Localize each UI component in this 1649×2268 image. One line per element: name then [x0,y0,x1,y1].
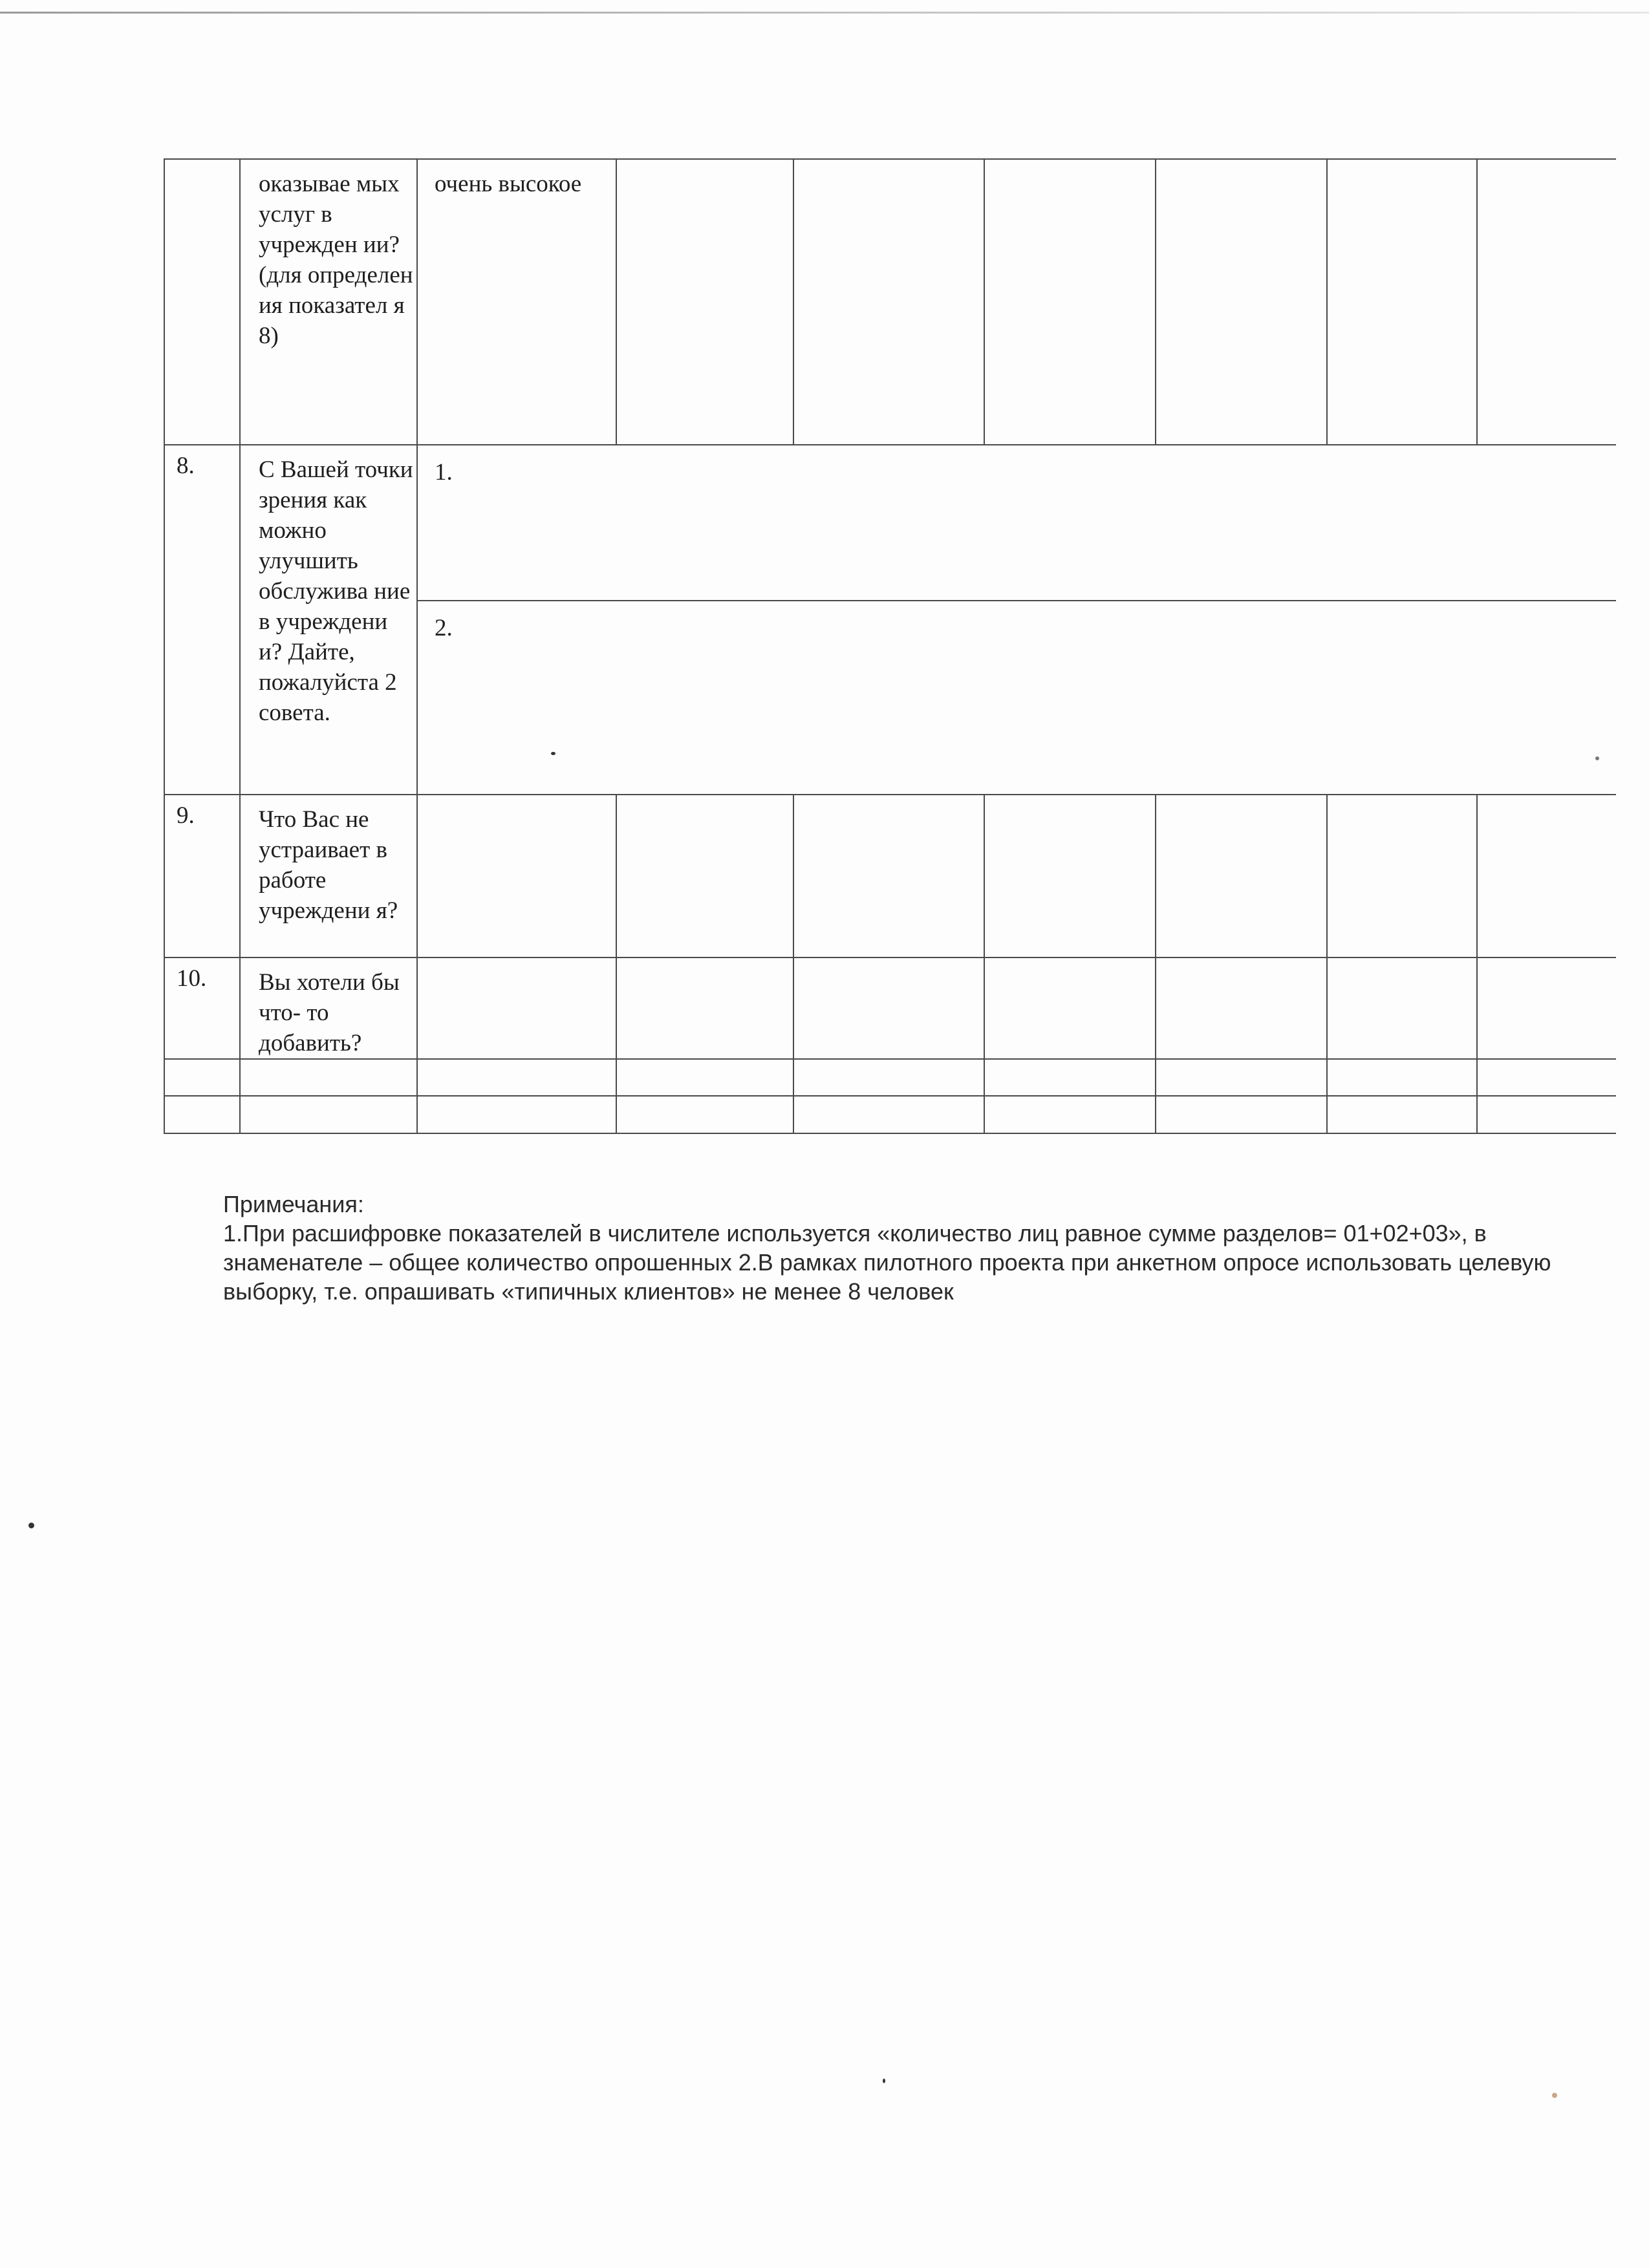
answer-cell[interactable] [616,957,793,1059]
answer-cell[interactable] [1477,159,1616,445]
answer-cell[interactable] [1156,957,1327,1059]
empty-cell[interactable] [984,1096,1156,1133]
empty-cell[interactable] [1477,1096,1616,1133]
notes-body: 1.При расшифровке показателей в числителе используется «количество лиц равное сумме разделов= 01+02+03», в знаменателе – общее количество опрошенных 2.В рамках пилотного проекта при анкетном опросе использовать целевую выборку, т.е. опрашивать «типичных клиентов» не менее 8 человек [223,1220,1551,1305]
empty-cell[interactable] [616,1096,793,1133]
table-row-q10 [164,957,1616,1059]
answer-cell[interactable] [1156,795,1327,957]
table-row-empty [164,1059,1616,1096]
answer-cell[interactable] [1327,159,1477,445]
row-number: 8. [164,445,240,795]
empty-cell[interactable] [1327,1059,1477,1096]
scan-speck [551,752,555,755]
answer-cell[interactable] [793,957,984,1059]
scan-speck [1595,756,1599,760]
empty-cell[interactable] [164,1096,240,1133]
row-number: 9. [164,795,240,957]
scan-speck [883,2079,885,2083]
scan-speck [1552,2093,1557,2098]
empty-cell[interactable] [240,1096,417,1133]
row-number [164,159,240,445]
table-row-empty [164,1096,1616,1133]
answer-cell[interactable] [417,957,616,1059]
row-number: 10. [164,957,240,1059]
table-row-q9 [164,795,1616,957]
empty-cell[interactable] [616,1059,793,1096]
empty-cell[interactable] [417,1096,616,1133]
answer-cell[interactable] [417,795,616,957]
advice-1-field[interactable]: 1. [417,445,1616,601]
table-row-q7-continued [164,159,1616,445]
table-row-q8 [164,445,1616,601]
empty-cell[interactable] [1477,1059,1616,1096]
empty-cell[interactable] [1156,1096,1327,1133]
empty-cell[interactable] [1327,1096,1477,1133]
answer-cell[interactable] [1477,957,1616,1059]
answer-cell[interactable] [793,795,984,957]
answer-cell[interactable] [984,795,1156,957]
empty-cell[interactable] [984,1059,1156,1096]
answer-cell[interactable] [1156,159,1327,445]
question-text: С Вашей точки зрения как можно улучшить обслужива ние в учреждени и? Дайте, пожалуйста 2 совета. [240,445,417,795]
empty-cell[interactable] [793,1059,984,1096]
question-text: Вы хотели бы что- то добавить? [240,957,417,1059]
answer-cell[interactable] [1477,795,1616,957]
answer-cell[interactable] [616,795,793,957]
notes-heading: Примечания: [223,1191,364,1217]
answer-cell[interactable] [616,159,793,445]
answer-cell[interactable] [984,957,1156,1059]
advice-2-field[interactable]: 2. [417,601,1616,795]
answer-option: очень высокое [417,159,616,445]
answer-cell[interactable] [984,159,1156,445]
empty-cell[interactable] [793,1096,984,1133]
scan-edge [0,12,1649,14]
question-text: оказывае мых услуг в учрежден ии? (для определен ия показател я 8) [240,159,417,445]
answer-cell[interactable] [793,159,984,445]
question-text: Что Вас не устраивает в работе учреждени я? [240,795,417,957]
survey-table [164,158,1616,1134]
answer-cell[interactable] [1327,795,1477,957]
scan-speck [28,1523,34,1528]
empty-cell[interactable] [417,1059,616,1096]
empty-cell[interactable] [164,1059,240,1096]
empty-cell[interactable] [240,1059,417,1096]
notes-section [223,1190,1588,1306]
answer-cell[interactable] [1327,957,1477,1059]
empty-cell[interactable] [1156,1059,1327,1096]
